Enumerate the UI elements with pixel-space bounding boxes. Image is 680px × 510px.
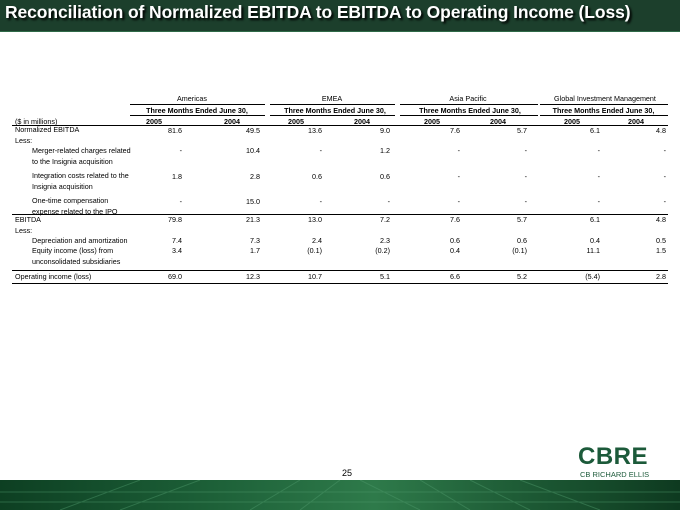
table-cell: 0.4	[590, 236, 600, 245]
row-label: EBITDA	[15, 215, 41, 224]
table-cell: 6.6	[450, 272, 460, 281]
row-label: Equity income (loss) from unconsolidated subsidiaries	[32, 246, 121, 266]
year-header: 2004	[224, 117, 240, 126]
table-cell: (0.1)	[307, 246, 322, 255]
table-cell: -	[524, 197, 527, 206]
table-cell: 10.4	[246, 146, 260, 155]
table-cell: 7.6	[450, 126, 460, 135]
table-cell: 69.0	[168, 272, 182, 281]
units-label: ($ in millions)	[15, 117, 58, 126]
table-cell: 2.8	[656, 272, 666, 281]
row-label: Less:	[15, 136, 33, 145]
row-label: One-time compensation expense related to the IPO	[32, 196, 118, 216]
table-cell: 12.3	[246, 272, 260, 281]
table-cell: -	[524, 172, 527, 181]
table-cell: -	[457, 197, 460, 206]
table-cell: 5.7	[517, 215, 527, 224]
group-header-asia-pacific: Asia Pacific	[449, 94, 487, 103]
table-cell: 13.6	[308, 126, 322, 135]
table-cell: 0.6	[517, 236, 527, 245]
table-cell: 2.3	[380, 236, 390, 245]
year-header: 2005	[564, 117, 580, 126]
footer-building-graphic	[0, 480, 680, 510]
table-cell: 13.0	[308, 215, 322, 224]
table-cell: 1.7	[250, 246, 260, 255]
table-cell: -	[663, 172, 666, 181]
table-cell: 5.7	[517, 126, 527, 135]
table-cell: 1.2	[380, 146, 390, 155]
group-header-global-investment-management: Global Investment Management	[554, 94, 656, 103]
table-cell: -	[524, 146, 527, 155]
row-label: Depreciation and amortization	[32, 236, 128, 245]
table-cell: 0.6	[380, 172, 390, 181]
row-label: Normalized EBITDA	[15, 125, 80, 134]
table-cell: 49.5	[246, 126, 260, 135]
table-cell: -	[597, 146, 600, 155]
period-underline	[540, 115, 668, 116]
table-cell: -	[387, 197, 390, 206]
table-cell: -	[319, 146, 322, 155]
table-cell: (0.2)	[375, 246, 390, 255]
year-header: 2004	[490, 117, 506, 126]
year-header: 2004	[628, 117, 644, 126]
table-cell: -	[319, 197, 322, 206]
period-header: Three Months Ended June 30,	[146, 106, 248, 115]
period-header: Three Months Ended June 30,	[419, 106, 521, 115]
table-cell: 79.8	[168, 215, 182, 224]
table-cell: (5.4)	[585, 272, 600, 281]
row-label: Merger-related charges related to the Insignia acquisition	[32, 146, 131, 166]
table-cell: 4.8	[656, 215, 666, 224]
table-cell: 2.4	[312, 236, 322, 245]
table-cell: 15.0	[246, 197, 260, 206]
table-cell: 6.1	[590, 215, 600, 224]
bottom-rule	[12, 283, 668, 284]
table-cell: 0.5	[656, 236, 666, 245]
group-underline	[400, 104, 538, 105]
table-cell: -	[457, 172, 460, 181]
period-underline	[400, 115, 538, 116]
total-rule	[12, 270, 668, 271]
table-cell: -	[663, 146, 666, 155]
period-underline	[270, 115, 395, 116]
table-cell: (0.1)	[512, 246, 527, 255]
logo-mark: CBRE	[578, 443, 649, 470]
table-cell: 2.8	[250, 172, 260, 181]
table-cell: 1.8	[172, 172, 182, 181]
row-label: Less:	[15, 226, 33, 235]
table-cell: 5.2	[517, 272, 527, 281]
table-cell: 7.6	[450, 215, 460, 224]
table-cell: -	[597, 172, 600, 181]
table-cell: 7.2	[380, 215, 390, 224]
table-cell: 9.0	[380, 126, 390, 135]
page-number: 25	[342, 468, 353, 478]
group-header-americas: Americas	[177, 94, 207, 103]
year-header: 2005	[288, 117, 304, 126]
year-header: 2004	[354, 117, 370, 126]
table-cell: -	[663, 197, 666, 206]
table-cell: 0.4	[450, 246, 460, 255]
table-cell: 1.5	[656, 246, 666, 255]
table-cell: 6.1	[590, 126, 600, 135]
year-header: 2005	[424, 117, 440, 126]
table-cell: -	[457, 146, 460, 155]
table-cell: 5.1	[380, 272, 390, 281]
period-header: Three Months Ended June 30,	[552, 106, 655, 115]
footer-band	[0, 480, 680, 510]
group-underline	[270, 104, 395, 105]
table-cell: 4.8	[656, 126, 666, 135]
table-cell: 10.7	[308, 272, 322, 281]
table-cell: -	[179, 197, 182, 206]
group-underline	[130, 104, 265, 105]
group-underline	[540, 104, 668, 105]
page-title: Reconciliation of Normalized EBITDA to EBITDA to Operating Income (Loss)	[5, 2, 631, 22]
table-cell: 7.3	[250, 236, 260, 245]
table-cell: 0.6	[450, 236, 460, 245]
title-bar	[0, 0, 680, 32]
table-cell: 7.4	[172, 236, 182, 245]
row-label: Integration costs related to the Insignia acquisition	[32, 171, 129, 191]
table-cell: 81.6	[168, 126, 182, 135]
table-cell: -	[179, 146, 182, 155]
logo-subtitle: CB RICHARD ELLIS	[580, 470, 650, 479]
table-cell: 0.6	[312, 172, 322, 181]
table-cell: 11.1	[586, 246, 600, 255]
period-header: Three Months Ended June 30,	[284, 106, 386, 115]
row-label: Operating income (loss)	[15, 272, 92, 281]
table-cell: 21.3	[246, 215, 260, 224]
period-underline	[130, 115, 265, 116]
table-cell: -	[597, 197, 600, 206]
group-header-emea: EMEA	[321, 94, 343, 103]
table-cell: 3.4	[172, 246, 182, 255]
year-header: 2005	[146, 117, 162, 126]
